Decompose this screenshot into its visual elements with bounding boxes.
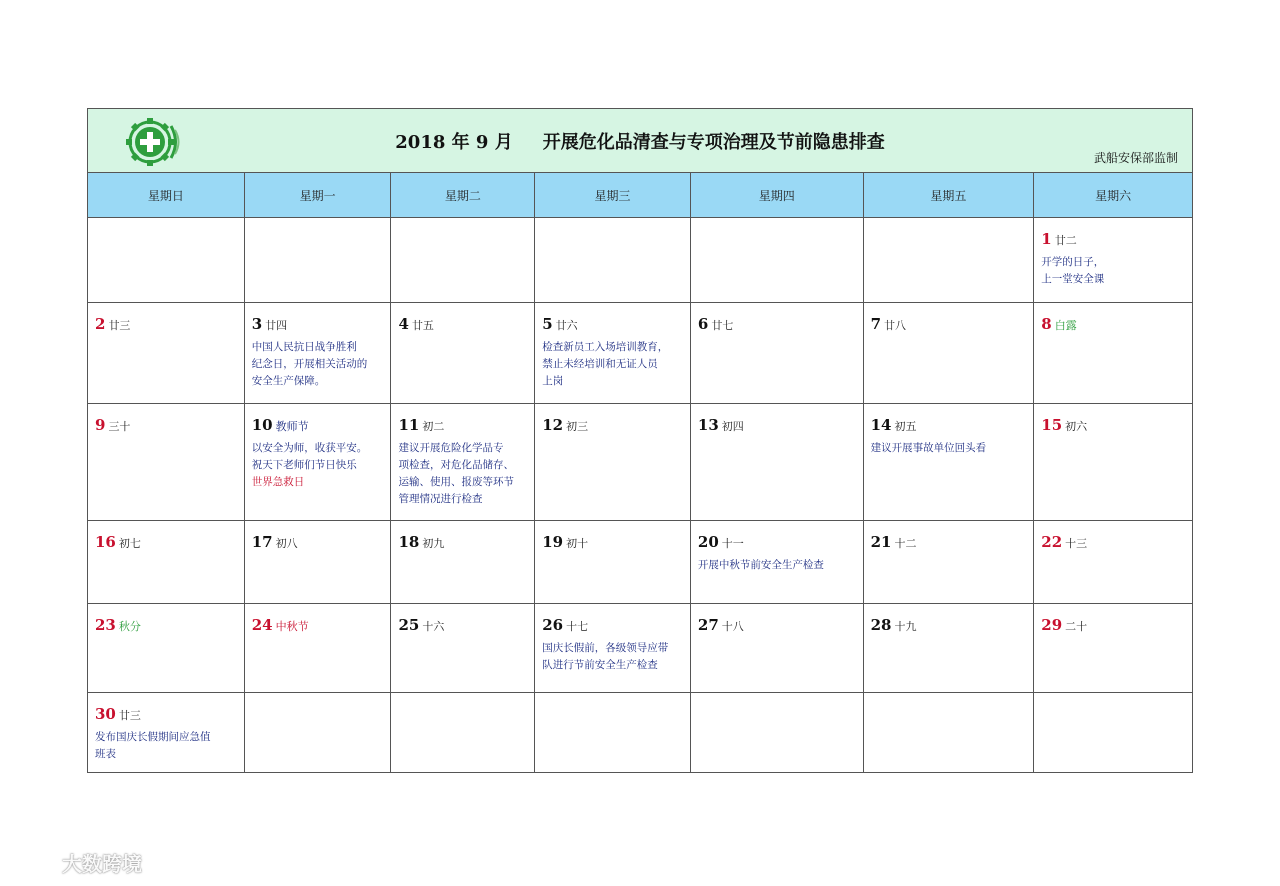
day-note [871, 440, 1028, 457]
lunar-date: 十一 [721, 537, 744, 550]
weekday-sat: 星期六 [1095, 188, 1132, 203]
day-cell [391, 404, 535, 520]
page-title [88, 128, 1192, 154]
lunar-date: 二十 [1065, 620, 1088, 633]
day-number: 20 [697, 533, 719, 551]
day-number: 6 [697, 315, 709, 333]
lunar-date: 廿四 [265, 319, 288, 332]
day-cell [88, 693, 245, 772]
calendar-grid [88, 218, 1192, 772]
day-cell [535, 404, 691, 520]
day-number: 27 [697, 616, 719, 634]
day-note-text: 建议开展事故单位回头看 [870, 442, 987, 454]
day-number: 4 [398, 315, 409, 333]
lunar-date: 廿八 [884, 319, 907, 332]
day-cell [245, 404, 392, 520]
lunar-date: 初九 [422, 537, 445, 550]
calendar-week-row [88, 693, 1192, 772]
calendar-week-row [88, 303, 1192, 404]
day-number: 13 [697, 416, 719, 434]
day-cell [245, 303, 392, 403]
empty-cell [535, 218, 691, 302]
watermark-text: 大数跨境 [62, 852, 142, 876]
day-cell [691, 404, 864, 520]
day-cell [88, 521, 245, 603]
weekday-header [88, 173, 1192, 218]
day-number: 2 [95, 315, 106, 333]
day-cell [391, 521, 535, 603]
empty-cell [391, 693, 535, 772]
day-cell [691, 303, 864, 403]
day-number: 7 [870, 315, 882, 333]
day-number: 15 [1041, 416, 1063, 434]
day-number: 25 [398, 616, 420, 634]
day-note-text: 中国人民抗日战争胜利 纪念日，开展相关活动的 安全生产保障。 [251, 341, 368, 387]
day-cell [691, 604, 864, 692]
lunar-date: 十九 [894, 620, 917, 633]
day-note-text: 开学的日子， 上一堂安全课 [1041, 256, 1105, 285]
day-number: 12 [542, 416, 564, 434]
day-number: 10 [251, 416, 273, 434]
weekday-fri: 星期五 [864, 173, 1035, 217]
calendar-week-row [88, 604, 1192, 693]
day-note-text: 国庆长假前，各级领导应带 队进行节前安全生产检查 [542, 642, 669, 671]
calendar [87, 108, 1193, 773]
day-number: 24 [251, 616, 273, 634]
weekday-sun: 星期日 [88, 173, 245, 217]
day-cell [864, 404, 1035, 520]
day-note [542, 339, 684, 390]
calendar-week-row [88, 218, 1192, 303]
signature: 武船安保部监制 [1093, 151, 1178, 165]
day-cell [864, 521, 1035, 603]
day-note [1041, 254, 1186, 288]
watermark [10, 848, 142, 877]
day-cell [88, 404, 245, 520]
lunar-date: 初三 [566, 420, 589, 433]
lunar-date: 十八 [721, 620, 744, 633]
lunar-date: 廿五 [411, 319, 434, 332]
day-cell [88, 303, 245, 403]
lunar-date: 白露 [1054, 319, 1077, 332]
day-note [252, 440, 385, 491]
day-cell [1034, 218, 1192, 302]
day-number: 8 [1041, 315, 1052, 333]
empty-cell [691, 693, 864, 772]
title-month: 2018 年 9 月 [395, 132, 513, 153]
day-cell [864, 604, 1035, 692]
lunar-date: 初四 [721, 420, 744, 433]
lunar-date: 初二 [422, 420, 445, 433]
lunar-date: 十二 [894, 537, 917, 550]
lunar-date: 廿二 [1054, 234, 1077, 247]
lunar-date: 初六 [1065, 420, 1088, 433]
calendar-week-row [88, 404, 1192, 521]
day-cell [1034, 521, 1192, 603]
weekday-wed: 星期三 [535, 173, 691, 217]
day-cell [391, 303, 535, 403]
day-number: 26 [542, 616, 564, 634]
day-cell [691, 521, 864, 603]
day-cell [1034, 303, 1192, 403]
lunar-date: 初八 [275, 537, 298, 550]
day-note [398, 440, 528, 508]
day-cell [535, 303, 691, 403]
day-number: 17 [251, 533, 273, 551]
day-number: 29 [1041, 616, 1063, 634]
day-note-text: 开展中秋节前安全生产检查 [697, 559, 824, 571]
lunar-date: 中秋节 [275, 620, 309, 633]
day-cell [864, 303, 1035, 403]
empty-cell [88, 218, 245, 302]
day-cell [245, 521, 392, 603]
empty-cell [391, 218, 535, 302]
lunar-date: 廿七 [711, 319, 734, 332]
day-note [542, 640, 684, 674]
lunar-date: 初七 [118, 537, 141, 550]
day-note [252, 339, 385, 390]
empty-cell [691, 218, 864, 302]
day-number: 23 [95, 616, 116, 634]
day-number: 16 [95, 533, 116, 551]
empty-cell [1034, 693, 1192, 772]
empty-cell [245, 693, 392, 772]
lunar-date: 廿六 [555, 319, 578, 332]
day-note [698, 557, 857, 574]
lunar-date: 廿三 [108, 319, 131, 332]
day-number: 5 [542, 315, 553, 333]
lunar-date: 初十 [566, 537, 589, 550]
day-number: 18 [398, 533, 420, 551]
day-note [95, 729, 238, 763]
day-note-text: 检查新员工入场培训教育， 禁止未经培训和无证人员 上岗 [542, 341, 669, 387]
day-note-text: 以安全为师，收获平安。 祝天下老师们节日快乐 [251, 442, 368, 471]
day-cell [1034, 404, 1192, 520]
day-cell [88, 604, 245, 692]
day-note-text: 建议开展危险化学品专 项检查，对危化品储存、 运输、使用、报废等环节 管理情况进行检查 [398, 442, 514, 505]
lunar-date: 秋分 [118, 620, 141, 633]
day-number: 19 [542, 533, 564, 551]
lunar-date: 廿三 [118, 709, 141, 722]
title-theme: 开展危化品清查与专项治理及节前隐患排查 [542, 132, 885, 153]
day-note-highlight: 世界急救日 [251, 476, 305, 488]
empty-cell [535, 693, 691, 772]
day-cell [535, 521, 691, 603]
empty-cell [864, 693, 1035, 772]
day-number: 1 [1041, 230, 1052, 248]
day-number: 28 [870, 616, 892, 634]
lunar-date: 十七 [566, 620, 589, 633]
empty-cell [864, 218, 1035, 302]
calendar-banner [88, 109, 1192, 173]
day-cell [245, 604, 392, 692]
day-number: 22 [1041, 533, 1063, 551]
empty-cell [245, 218, 392, 302]
calendar-week-row [88, 521, 1192, 604]
lunar-date: 十六 [422, 620, 445, 633]
day-cell [391, 604, 535, 692]
watermark-logo-icon [10, 852, 56, 874]
lunar-date: 教师节 [275, 420, 309, 433]
weekday-tue: 星期二 [391, 173, 535, 217]
day-number: 3 [251, 315, 263, 333]
day-cell [1034, 604, 1192, 692]
lunar-date: 三十 [108, 420, 131, 433]
day-number: 9 [95, 416, 106, 434]
lunar-date: 初五 [894, 420, 917, 433]
day-number: 11 [398, 416, 420, 434]
weekday-mon: 星期一 [245, 173, 392, 217]
day-number: 21 [870, 533, 892, 551]
day-number: 30 [95, 705, 116, 723]
weekday-thu: 星期四 [691, 173, 864, 217]
day-number: 14 [870, 416, 892, 434]
lunar-date: 十三 [1065, 537, 1088, 550]
day-cell [535, 604, 691, 692]
day-note-text: 发布国庆长假期间应急值 班表 [95, 731, 211, 760]
